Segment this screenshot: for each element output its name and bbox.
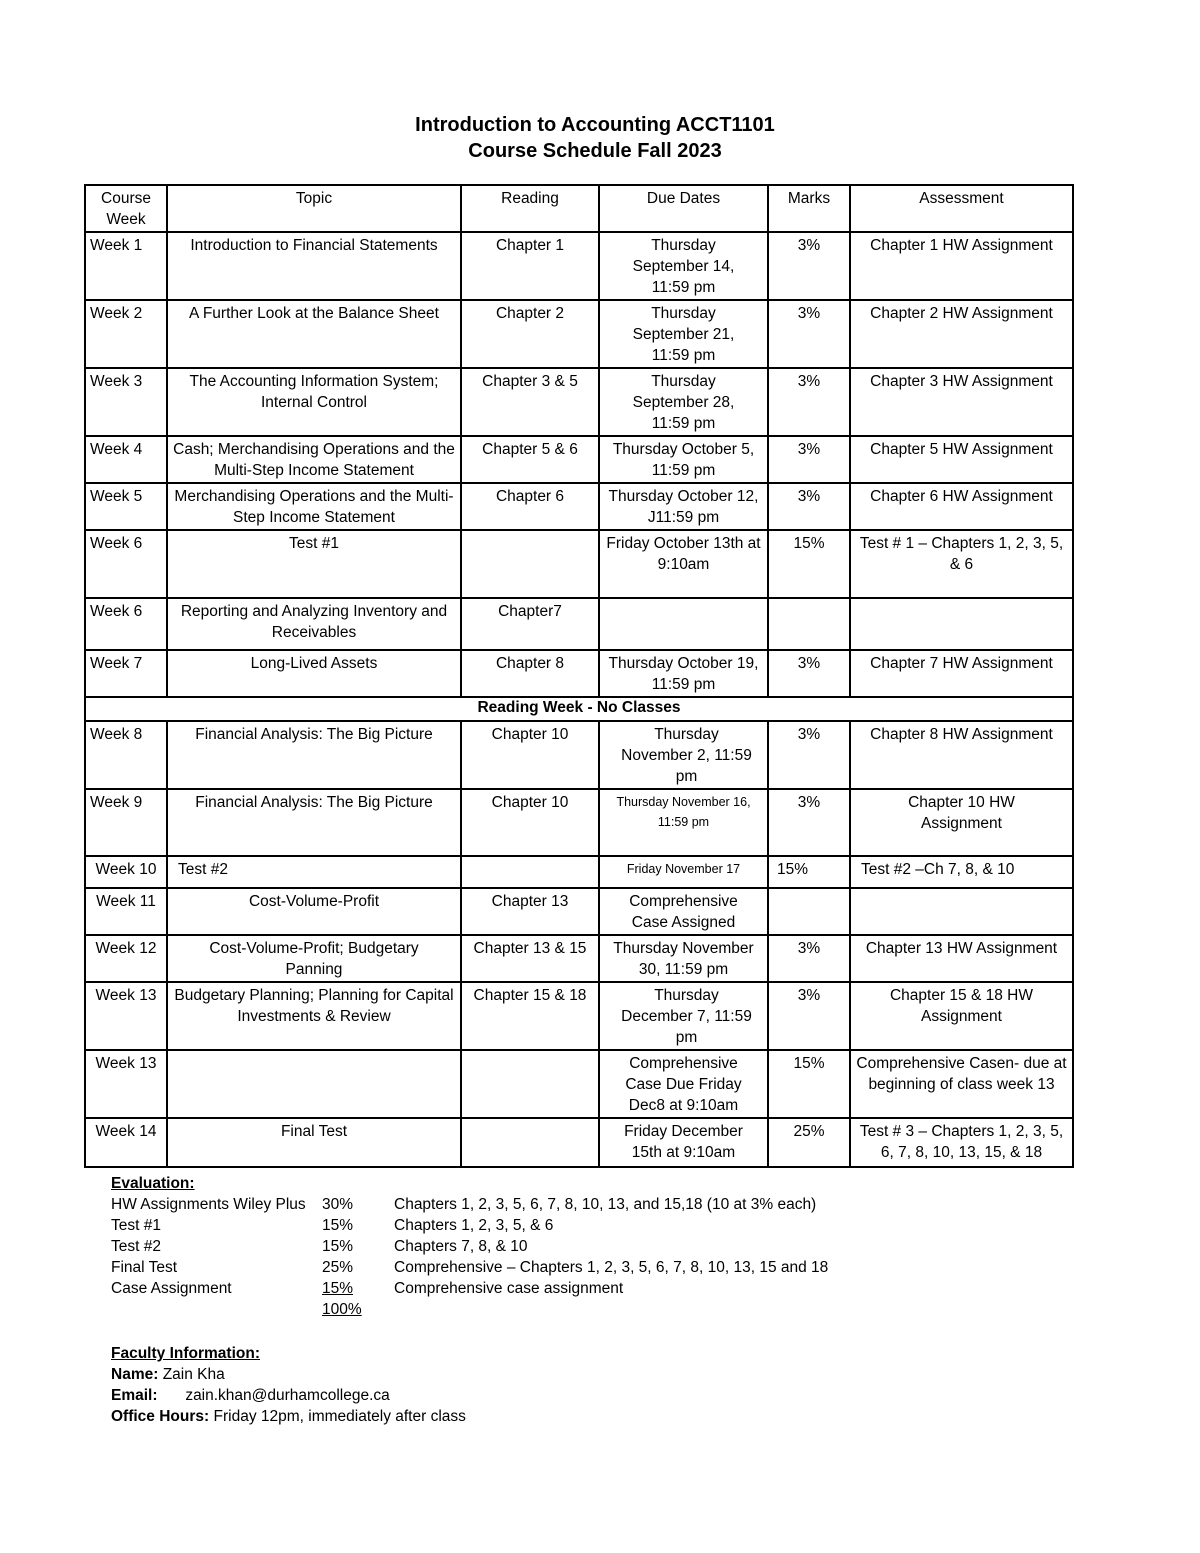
- cell-week: Week 2: [85, 300, 167, 368]
- evaluation-item-percent: 15%: [322, 1280, 354, 1297]
- cell-due: Thursday October 19, 11:59 pm: [599, 650, 768, 697]
- table-row: [85, 721, 1073, 789]
- cell-assessment: Test #2 –Ch 7, 8, & 10: [850, 856, 1073, 888]
- cell-assessment: Comprehensive Casen- due at beginning of class week 13: [850, 1050, 1073, 1118]
- faculty-name-line: [111, 1364, 1011, 1385]
- table-row: [85, 650, 1073, 697]
- evaluation-item-name: HW Assignments Wiley Plus: [111, 1196, 306, 1213]
- cell-due: Thursday November 16, 11:59 pm: [599, 789, 768, 856]
- cell-week: Week 5: [85, 483, 167, 530]
- evaluation-item: [111, 1278, 1011, 1299]
- cell-due: Comprehensive Case Assigned: [599, 888, 768, 935]
- evaluation-item-percent: 30%: [322, 1196, 354, 1213]
- evaluation-item-name: Case Assignment: [111, 1280, 232, 1297]
- cell-reading: Chapter 13 & 15: [461, 935, 599, 982]
- cell-assessment: Chapter 6 HW Assignment: [850, 483, 1073, 530]
- cell-due: Friday December 15th at 9:10am: [599, 1118, 768, 1167]
- reading-week-row: [85, 697, 1073, 721]
- cell-reading: Chapter 6: [461, 483, 599, 530]
- course-schedule-table: [84, 184, 1074, 1168]
- faculty-name: Zain Kha: [162, 1366, 225, 1383]
- cell-week: Week 6: [85, 598, 167, 650]
- cell-due: Thursday September 28, 11:59 pm: [599, 368, 768, 436]
- cell-marks: [768, 598, 850, 650]
- cell-assessment: Chapter 10 HW Assignment: [850, 789, 1073, 856]
- cell-due: Thursday September 21, 11:59 pm: [599, 300, 768, 368]
- cell-reading: Chapter 15 & 18: [461, 982, 599, 1050]
- cell-reading: [461, 530, 599, 598]
- cell-topic: Test #1: [167, 530, 461, 598]
- cell-due: Thursday October 12, J11:59 pm: [599, 483, 768, 530]
- cell-week: Week 14: [85, 1118, 167, 1167]
- evaluation-item-description: Chapters 1, 2, 3, 5, 6, 7, 8, 10, 13, and 15,18 (10 at 3% each): [394, 1196, 817, 1213]
- evaluation-item-name: Test #2: [111, 1238, 161, 1255]
- cell-topic: A Further Look at the Balance Sheet: [167, 300, 461, 368]
- cell-topic: The Accounting Information System; Internal Control: [167, 368, 461, 436]
- cell-topic: Financial Analysis: The Big Picture: [167, 789, 461, 856]
- evaluation-item-percent: 15%: [322, 1217, 354, 1234]
- faculty-hours-line: [111, 1406, 1011, 1427]
- table-row: [85, 232, 1073, 300]
- evaluation-item: [111, 1215, 1011, 1236]
- cell-marks: 15%: [768, 530, 850, 598]
- cell-marks: 3%: [768, 982, 850, 1050]
- cell-week: Week 1: [85, 232, 167, 300]
- faculty-hours: Friday 12pm, immediately after class: [213, 1408, 466, 1425]
- cell-reading: Chapter 3 & 5: [461, 368, 599, 436]
- cell-marks: 3%: [768, 650, 850, 697]
- table-row: [85, 530, 1073, 598]
- cell-reading: [461, 1118, 599, 1167]
- table-row: [85, 1118, 1073, 1167]
- table-row: [85, 982, 1073, 1050]
- cell-marks: 3%: [768, 300, 850, 368]
- cell-assessment: Test # 1 – Chapters 1, 2, 3, 5, & 6: [850, 530, 1073, 598]
- cell-assessment: [850, 598, 1073, 650]
- table-row: [85, 300, 1073, 368]
- faculty-section: [111, 1343, 1011, 1427]
- cell-due: Friday November 17: [599, 856, 768, 888]
- header-marks: Marks: [768, 185, 850, 232]
- evaluation-item-description: Chapters 7, 8, & 10: [394, 1238, 528, 1255]
- cell-week: Week 10: [85, 856, 167, 888]
- cell-topic: [167, 1050, 461, 1118]
- cell-reading: Chapter 2: [461, 300, 599, 368]
- cell-due: Thursday November 2, 11:59 pm: [599, 721, 768, 789]
- cell-assessment: Test # 3 – Chapters 1, 2, 3, 5, 6, 7, 8, 10, 13, 15, & 18: [850, 1118, 1073, 1167]
- cell-topic: Merchandising Operations and the Multi-Step Income Statement: [167, 483, 461, 530]
- table-row: [85, 888, 1073, 935]
- table-row: [85, 368, 1073, 436]
- cell-marks: 3%: [768, 436, 850, 483]
- cell-assessment: [850, 888, 1073, 935]
- evaluation-item-description: Comprehensive – Chapters 1, 2, 3, 5, 6, 7, 8, 10, 13, 15 and 18: [394, 1259, 829, 1276]
- document-title: [0, 112, 1190, 164]
- cell-reading: Chapter 10: [461, 721, 599, 789]
- cell-topic: Cost-Volume-Profit: [167, 888, 461, 935]
- faculty-email-label: Email:: [111, 1387, 158, 1404]
- header-reading: Reading: [461, 185, 599, 232]
- cell-marks: 3%: [768, 789, 850, 856]
- cell-week: Week 11: [85, 888, 167, 935]
- cell-due: Comprehensive Case Due Friday Dec8 at 9:10am: [599, 1050, 768, 1118]
- evaluation-heading: Evaluation:: [111, 1175, 195, 1192]
- evaluation-total-row: [111, 1299, 1011, 1320]
- evaluation-item-name: Test #1: [111, 1217, 161, 1234]
- table-row: [85, 483, 1073, 530]
- cell-week: Week 7: [85, 650, 167, 697]
- header-row: [85, 185, 1073, 232]
- evaluation-item-description: Comprehensive case assignment: [394, 1280, 624, 1297]
- evaluation-item-name: Final Test: [111, 1259, 178, 1276]
- cell-due: Thursday September 14, 11:59 pm: [599, 232, 768, 300]
- schedule-subtitle: Course Schedule Fall 2023: [468, 140, 722, 162]
- cell-marks: 25%: [768, 1118, 850, 1167]
- cell-reading: Chapter 10: [461, 789, 599, 856]
- faculty-heading: Faculty Information:: [111, 1345, 260, 1362]
- cell-week: Week 3: [85, 368, 167, 436]
- cell-week: Week 13: [85, 1050, 167, 1118]
- cell-due: Thursday October 5, 11:59 pm: [599, 436, 768, 483]
- cell-week: Week 4: [85, 436, 167, 483]
- table-row: [85, 856, 1073, 888]
- faculty-email-line: [111, 1385, 1011, 1406]
- evaluation-total: 100%: [322, 1301, 362, 1318]
- cell-topic: Test #2: [167, 856, 461, 888]
- cell-marks: 15%: [768, 856, 850, 888]
- cell-topic: Final Test: [167, 1118, 461, 1167]
- evaluation-item: [111, 1194, 1011, 1215]
- cell-assessment: Chapter 2 HW Assignment: [850, 300, 1073, 368]
- cell-topic: Introduction to Financial Statements: [167, 232, 461, 300]
- evaluation-item-percent: 15%: [322, 1238, 354, 1255]
- cell-reading: [461, 1050, 599, 1118]
- faculty-email-link[interactable]: zain.khan@durhamcollege.ca: [185, 1387, 390, 1404]
- cell-topic: Cash; Merchandising Operations and the Multi-Step Income Statement: [167, 436, 461, 483]
- course-title: Introduction to Accounting ACCT1101: [415, 114, 775, 136]
- cell-assessment: Chapter 13 HW Assignment: [850, 935, 1073, 982]
- cell-reading: Chapter 13: [461, 888, 599, 935]
- cell-topic: Budgetary Planning; Planning for Capital Investments & Review: [167, 982, 461, 1050]
- cell-topic: Reporting and Analyzing Inventory and Receivables: [167, 598, 461, 650]
- cell-marks: [768, 888, 850, 935]
- cell-assessment: Chapter 8 HW Assignment: [850, 721, 1073, 789]
- cell-marks: 3%: [768, 483, 850, 530]
- cell-assessment: Chapter 7 HW Assignment: [850, 650, 1073, 697]
- cell-marks: 3%: [768, 368, 850, 436]
- evaluation-item-percent: 25%: [322, 1259, 354, 1276]
- evaluation-item: [111, 1236, 1011, 1257]
- header-assessment: Assessment: [850, 185, 1073, 232]
- table-row: [85, 935, 1073, 982]
- cell-assessment: Chapter 1 HW Assignment: [850, 232, 1073, 300]
- cell-due: Thursday December 7, 11:59 pm: [599, 982, 768, 1050]
- cell-due: [599, 598, 768, 650]
- cell-marks: 3%: [768, 232, 850, 300]
- cell-reading: Chapter 8: [461, 650, 599, 697]
- evaluation-item: [111, 1257, 1011, 1278]
- cell-marks: 3%: [768, 721, 850, 789]
- cell-reading: Chapter 1: [461, 232, 599, 300]
- header-due-dates: Due Dates: [599, 185, 768, 232]
- evaluation-item-description: Chapters 1, 2, 3, 5, & 6: [394, 1217, 554, 1234]
- table-row: [85, 598, 1073, 650]
- cell-week: Week 6: [85, 530, 167, 598]
- cell-topic: Cost-Volume-Profit; Budgetary Panning: [167, 935, 461, 982]
- cell-week: Week 9: [85, 789, 167, 856]
- cell-reading: [461, 856, 599, 888]
- cell-week: Week 13: [85, 982, 167, 1050]
- cell-topic: Long-Lived Assets: [167, 650, 461, 697]
- cell-topic: Financial Analysis: The Big Picture: [167, 721, 461, 789]
- cell-assessment: Chapter 5 HW Assignment: [850, 436, 1073, 483]
- cell-assessment: Chapter 3 HW Assignment: [850, 368, 1073, 436]
- cell-reading: Chapter 5 & 6: [461, 436, 599, 483]
- table-row: [85, 1050, 1073, 1118]
- cell-reading: Chapter7: [461, 598, 599, 650]
- header-topic: Topic: [167, 185, 461, 232]
- table-row: [85, 789, 1073, 856]
- reading-week-banner: Reading Week - No Classes: [85, 697, 1073, 721]
- faculty-hours-label: Office Hours:: [111, 1408, 210, 1425]
- table-row: [85, 436, 1073, 483]
- evaluation-section: [111, 1173, 1011, 1320]
- cell-due: Friday October 13th at 9:10am: [599, 530, 768, 598]
- cell-assessment: Chapter 15 & 18 HW Assignment: [850, 982, 1073, 1050]
- faculty-name-label: Name:: [111, 1366, 159, 1383]
- cell-marks: 3%: [768, 935, 850, 982]
- cell-marks: 15%: [768, 1050, 850, 1118]
- cell-week: Week 12: [85, 935, 167, 982]
- cell-week: Week 8: [85, 721, 167, 789]
- header-course-week: Course Week: [85, 185, 167, 232]
- cell-due: Thursday November 30, 11:59 pm: [599, 935, 768, 982]
